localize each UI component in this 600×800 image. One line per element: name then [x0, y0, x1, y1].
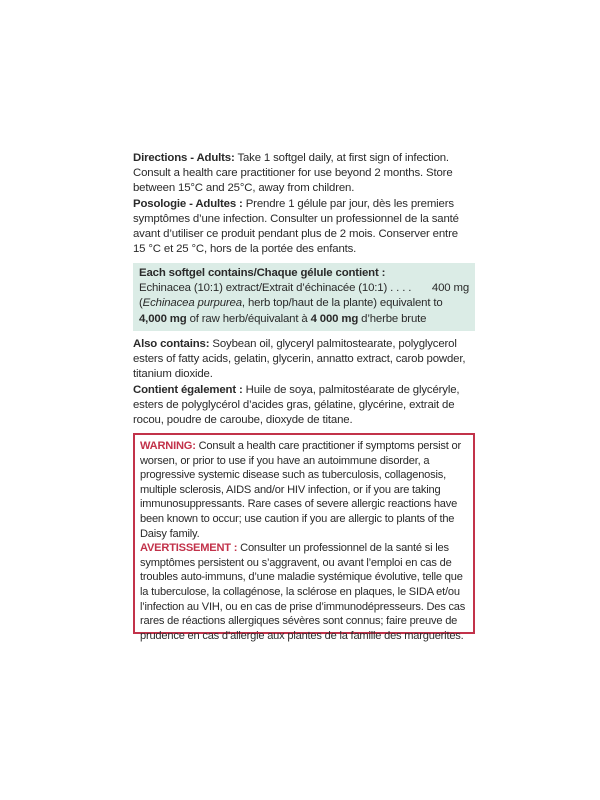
directions-fr-text: Prendre 1 gélule par jour, dès les premiers symptômes d’une infection. Consulter un professionnel de la santé avant d’utiliser ce produit pendant plus de 2 mois. Conserver entre 15 °C et 25 °C, hors de la portée des enfants. — [133, 197, 459, 256]
also-contains-fr-heading: Contient également : — [133, 383, 243, 396]
warning-fr-text: Consulter un professionnel de la santé si les symptômes persistent ou s’aggravent, ou avant l’emploi en cas de troubles auto-immuns, d’une maladie systémique évolutive, telle que la tuberculose, la collagénose, la sclérose en plaques, le SIDA et/ou l’infection au VIH, ou en cas de prise d’immunodépresseurs. Des cas rares de réactions allergiques sévères sont connus; faire preuve de prudence en cas d’allergie aux plantes de la famille des marguerites. — [140, 542, 466, 642]
also-contains-en-heading: Also contains: — [133, 338, 210, 350]
also-contains-english — [133, 337, 473, 383]
also-contains-en-text: Soybean oil, glyceryl palmitostearate, polyglycerol esters of fatty acids, gelatin, glycerin, annatto extract, carob powder, titanium dioxide. — [133, 338, 466, 381]
ingredient-species: Echinacea purpurea — [142, 297, 242, 310]
equivalence-mid: of raw herb/équivalant à — [186, 312, 311, 325]
ingredient-source — [139, 296, 469, 311]
ingredient-equivalence — [139, 312, 469, 327]
equivalent-amount-en: 4,000 mg — [139, 312, 187, 325]
equivalence-end: d’herbe brute — [358, 312, 427, 325]
also-contains-french — [133, 383, 473, 429]
warning-fr-heading: AVERTISSEMENT : — [140, 542, 238, 555]
directions-fr-heading: Posologie - Adultes : — [133, 197, 243, 210]
ingredient-source-open: ( — [139, 297, 143, 310]
ingredient-amount: 400 mg — [431, 282, 469, 295]
directions-french — [133, 197, 473, 258]
warning-en-heading: WARNING: — [140, 440, 196, 452]
warning-box — [133, 433, 475, 642]
also-contains-fr-text: Huile de soya, palmitostéarate de glycéryle, esters de polyglycérol d’acides gras, gélatine, glycérine, extrait de rocou, poudre de caroube, dioxyde de titane. — [133, 383, 460, 427]
ingredient-source-rest: , herb top/haut de la plante) equivalent to — [241, 297, 443, 310]
ingredients-panel — [133, 263, 475, 331]
ingredient-line-echinacea — [139, 281, 469, 296]
directions-section — [133, 151, 473, 257]
ingredient-name: Echinacea (10:1) extract/Extrait d’échinacée (10:1) . . . . — [139, 282, 412, 295]
also-contains-section — [133, 337, 473, 428]
directions-en-text: Take 1 softgel daily, at first sign of infection. Consult a health care practitioner for use beyond 2 months. Store between 15°C and 25°C, away from children. — [133, 152, 453, 195]
ingredients-heading: Each softgel contains/Chaque gélule contient : — [139, 267, 386, 279]
warning-english — [140, 439, 468, 541]
warning-french — [140, 541, 468, 643]
directions-english — [133, 151, 473, 197]
directions-en-heading: Directions - Adults: — [133, 152, 235, 164]
equivalent-amount-fr: 4 000 mg — [310, 312, 359, 325]
warning-en-text: Consult a health care practitioner if symptoms persist or worsen, or prior to use if you have an autoimmune disorder, a progressive systemic disease such as tuberculosis, collagenosis, multiple sclerosis, AIDS and/or HIV infection, or if you are taking immunosuppressants. Rare cases of severe allergic reactions have been known to occur; use caution if you are allergic to plants of the Daisy family. — [140, 440, 461, 540]
